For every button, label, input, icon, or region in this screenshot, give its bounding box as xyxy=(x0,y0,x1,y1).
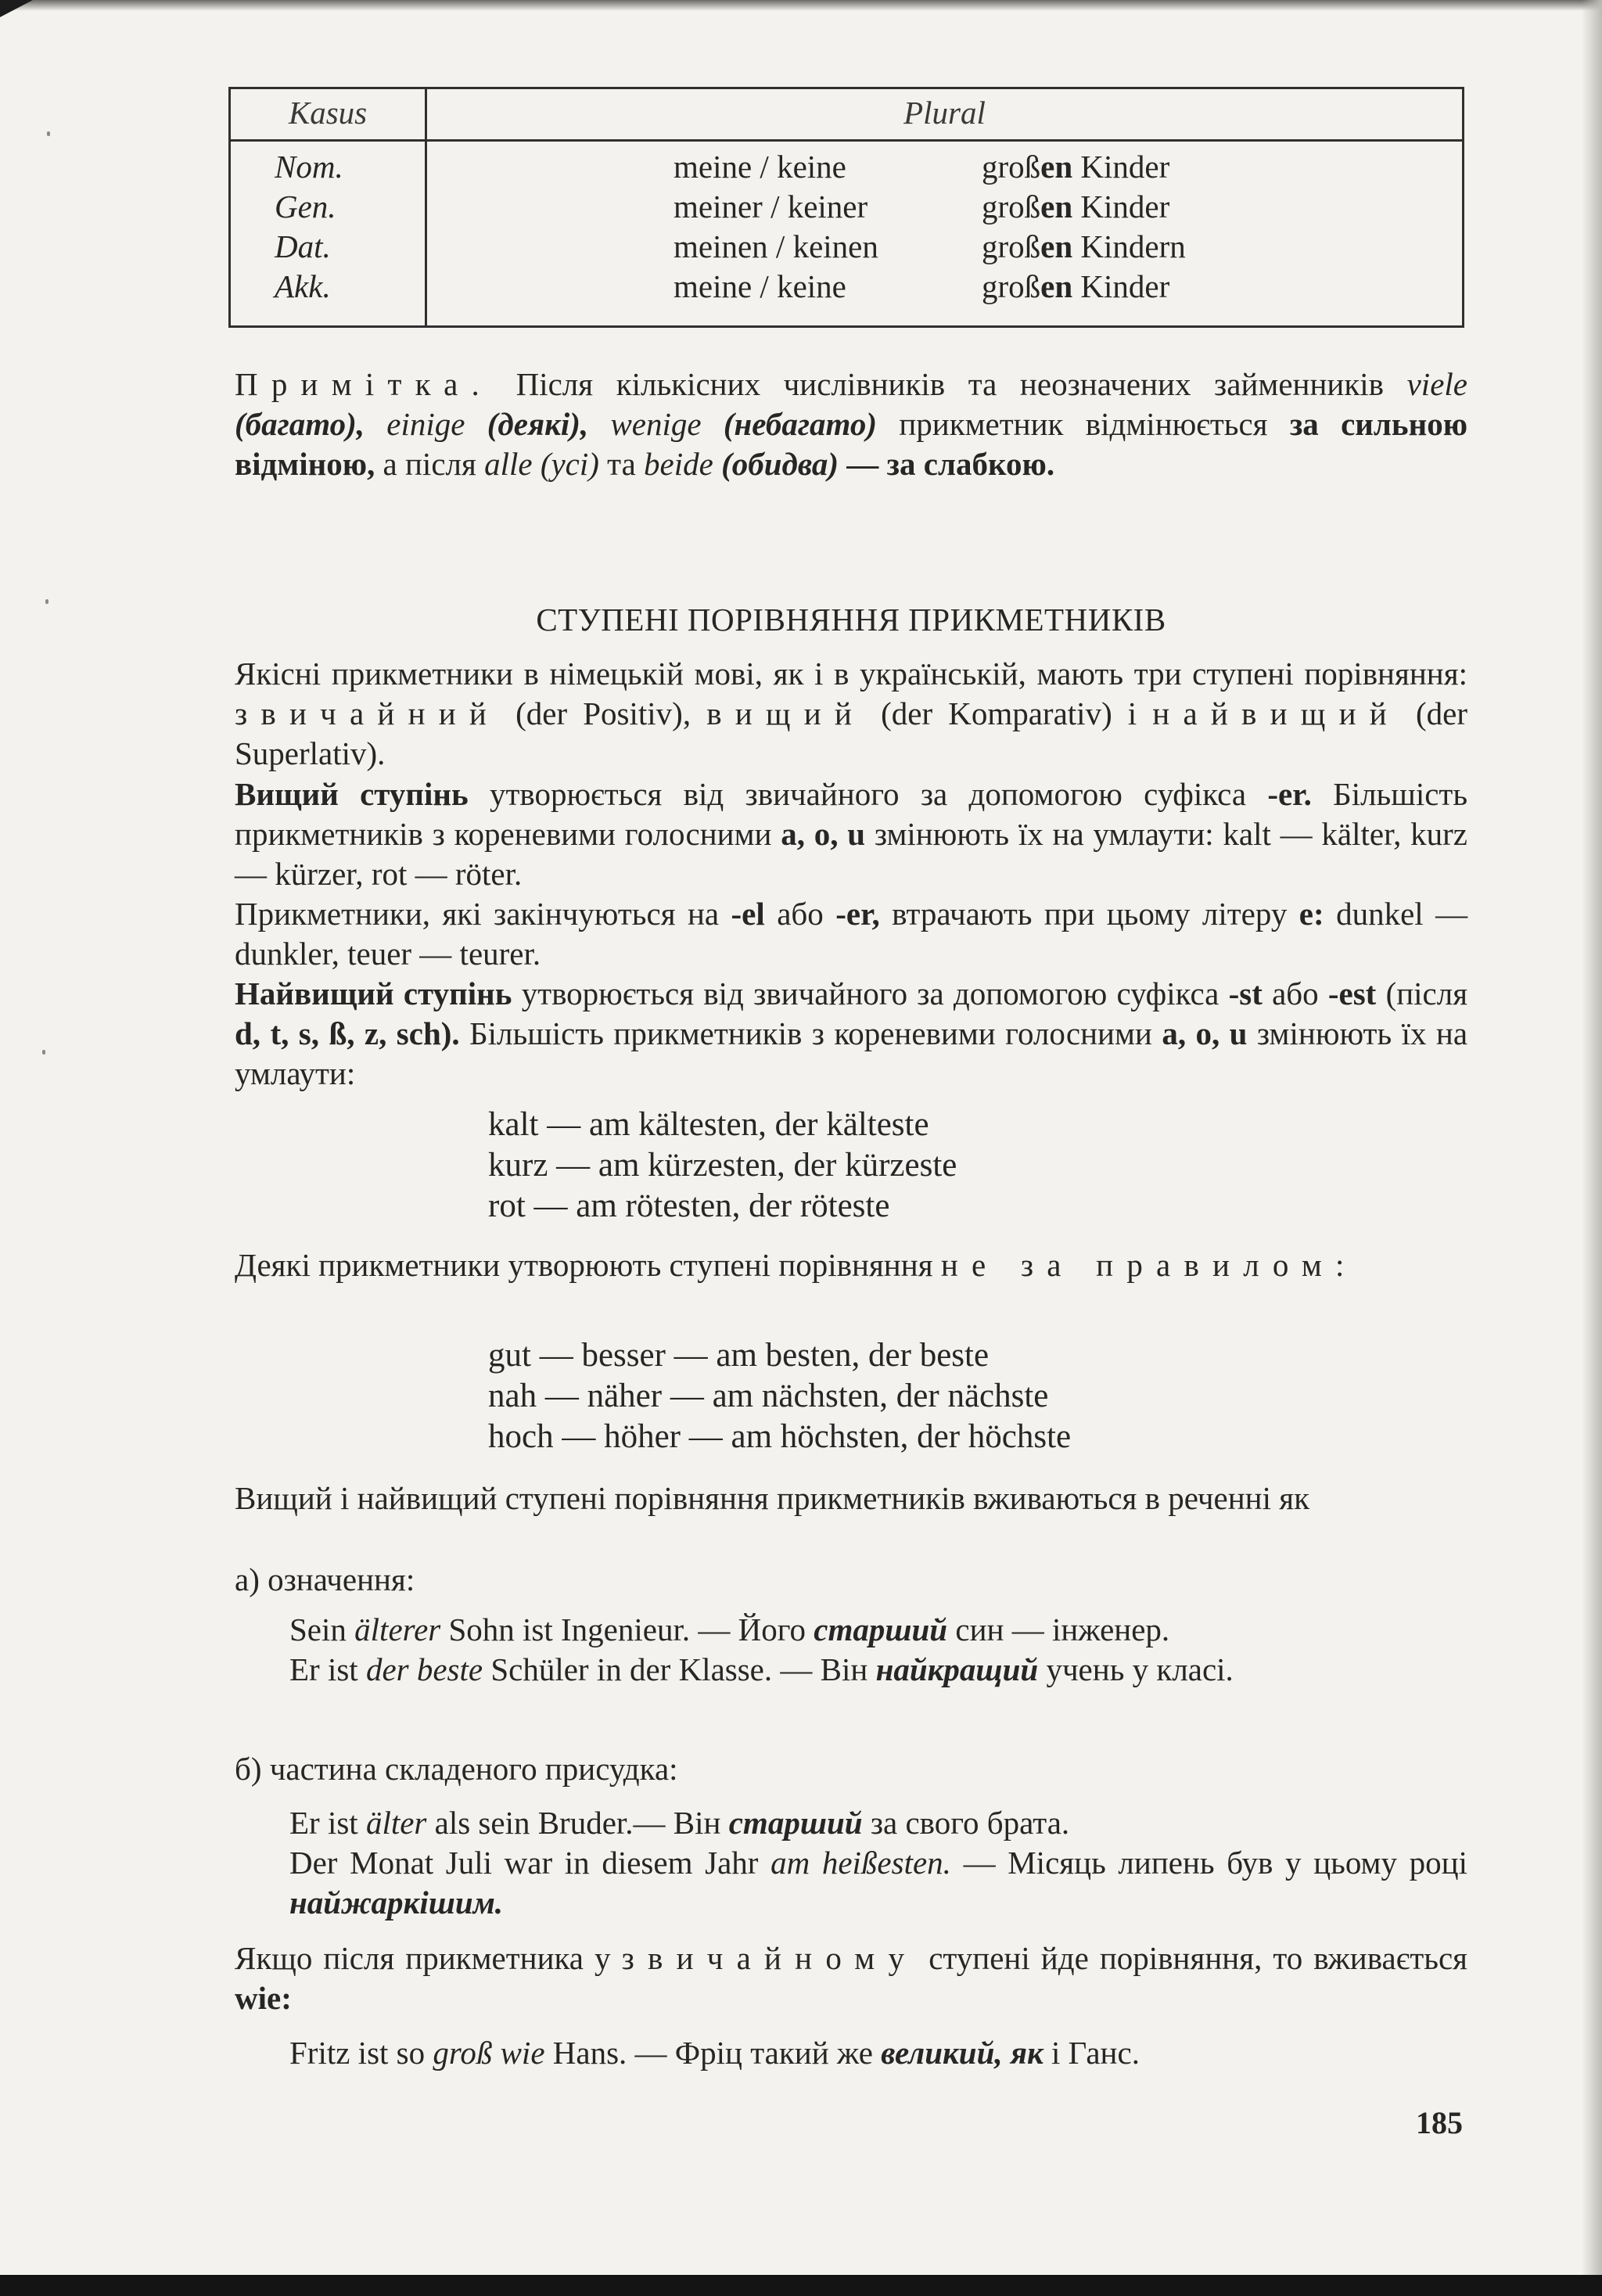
irregular-paragraph: Деякі прикметники утворюють ступені порівняння не за правилом: xyxy=(235,1247,1358,1283)
article-forms: meiner / keiner xyxy=(673,189,868,225)
scan-speck xyxy=(45,599,48,604)
article-forms: meinen / keinen xyxy=(673,228,878,264)
superlative-example: rot — am rötesten, der röteste xyxy=(488,1188,890,1224)
adjective-noun: großen Kindern xyxy=(982,228,1186,264)
adjective-noun: großen Kinder xyxy=(982,149,1170,185)
table-header-plural: Plural xyxy=(903,95,986,131)
usage-example-a xyxy=(289,1610,1467,1690)
superlative-example: kurz — am kürzesten, der kürzeste xyxy=(488,1147,957,1184)
plural-declension-table xyxy=(228,87,1464,328)
irregular-example: gut — besser — am besten, der beste xyxy=(488,1337,990,1374)
superlative-paragraph: Найвищий ступінь утворюється від звичайного за допомогою суфікса -st або -est (після d, t, s, ß, z, sch). Більшість прикметників з кореневими голосними a, o, u змінюють їх на умлаути: xyxy=(235,976,1468,1091)
case-label: Gen. xyxy=(275,189,336,225)
term-superlative: Найвищий ступінь xyxy=(235,976,512,1011)
case-label: Nom. xyxy=(275,149,343,185)
article-forms: meine / keine xyxy=(673,268,846,304)
case-label: Dat. xyxy=(275,228,331,264)
case-label: Akk. xyxy=(275,268,331,304)
example-line: Sein älterer Sohn ist Ingenieur. — Його старший син — інженер. xyxy=(289,1612,1170,1647)
article-forms: meine / keine xyxy=(673,149,846,185)
example-line: Er ist der beste Schüler in der Klasse. — Він найкращий учень у класі. xyxy=(289,1651,1234,1687)
usage-intro: Вищий і найвищий ступені порівняння прикметників вживаються в реченні як xyxy=(235,1480,1310,1516)
usage-example-b xyxy=(289,1803,1467,1923)
scan-right-shadow xyxy=(1582,0,1602,2296)
example-line: Er ist älter als sein Bruder.— Він старший за свого брата. xyxy=(289,1805,1070,1841)
note-paragraph: Примітка. Після кількісних числівників та неозначених займенників viele (багато), einige (деякі), wenige (небагато) прикметник відмінюється за сильною відміною, а після alle (усі) та beide (обидва) — за слабкою. xyxy=(235,366,1468,482)
irregular-example: nah — näher — am nächsten, der nächste xyxy=(488,1378,1049,1414)
section-heading: СТУПЕНІ ПОРІВНЯННЯ ПРИКМЕТНИКІВ xyxy=(536,602,1166,638)
note-label: Примітка. xyxy=(235,366,494,402)
intro-paragraph: Якісні прикметники в німецькій мові, як і в українській, мають три ступені порівняння: звичайний (der Positiv), вищий (der Komparativ) і найвищий (der Superlativ). xyxy=(235,656,1468,771)
adjective-noun: großen Kinder xyxy=(982,268,1170,304)
scan-speck xyxy=(47,131,50,136)
comparative-paragraph: Вищий ступінь утворюється від звичайного за допомогою суфікса -er. Більшість прикметників з кореневими голосними a, o, u змінюють їх на умлаути: kalt — kälter, kurz — kürzer, rot — röter. xyxy=(235,776,1468,892)
adjective-noun: großen Kinder xyxy=(982,189,1170,225)
table-header-divider xyxy=(231,139,1462,142)
scan-corner-mark xyxy=(0,0,33,17)
wie-example: Fritz ist so groß wie Hans. — Фріц такий же великий, як і Ганс. xyxy=(289,2035,1140,2071)
example-line: Der Monat Juli war in diesem Jahr am heißesten. — Місяць липень був у цьому році найжаркішим. xyxy=(289,1845,1467,1921)
term-comparative: Вищий ступінь xyxy=(235,776,469,812)
scan-speck xyxy=(42,1050,45,1055)
usage-label-a: а) означення: xyxy=(235,1561,415,1597)
usage-label-b: б) частина складеного присудка: xyxy=(235,1751,678,1787)
irregular-example: hoch — höher — am höchsten, der höchste xyxy=(488,1418,1072,1455)
el-er-paragraph: Прикметники, які закінчуються на -el або -er, втрачають при цьому літеру e: dunkel — dunkler, teuer — teurer. xyxy=(235,896,1468,972)
table-header-kasus: Kasus xyxy=(288,95,368,131)
page-number: 185 xyxy=(1416,2105,1463,2140)
scan-top-shadow xyxy=(0,0,1602,11)
wie-paragraph: Якщо після прикметника у звичайному ступені йде порівняння, то вживається wie: xyxy=(235,1940,1468,2016)
scan-bottom-edge xyxy=(0,2275,1602,2296)
superlative-example: kalt — am kältesten, der kälteste xyxy=(488,1106,929,1143)
